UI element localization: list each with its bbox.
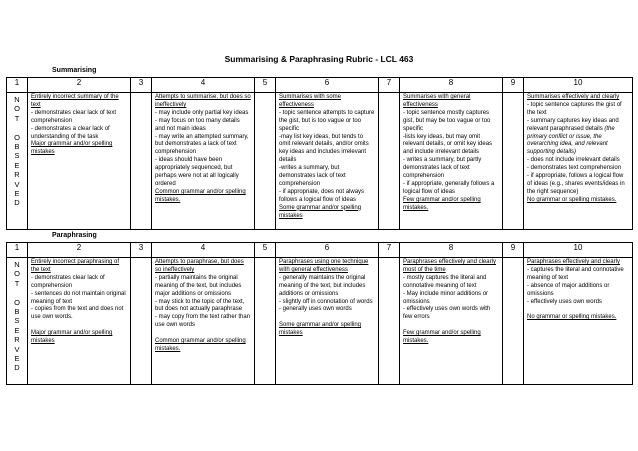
descriptor-line: - demonstrates clear lack of text comprehension bbox=[31, 109, 117, 124]
score-cell: 5 bbox=[255, 78, 276, 93]
descriptor-line: Some grammar and/or spelling mistakes bbox=[279, 204, 362, 219]
not-observed-letter: N bbox=[14, 95, 20, 104]
descriptor-line: - effectively uses own words bbox=[527, 298, 602, 305]
descriptor-level-6 bbox=[276, 258, 379, 385]
descriptor-line: Common grammar and/or spelling mistakes. bbox=[155, 188, 246, 203]
descriptor-level-4 bbox=[152, 258, 255, 385]
not-observed-letter: O bbox=[14, 297, 20, 307]
not-observed-letter: S bbox=[14, 316, 20, 326]
descriptor-line: - may focus on too many details and not main ideas bbox=[155, 117, 240, 132]
not-observed-letter: E bbox=[14, 354, 20, 364]
descriptor-line: No grammar or spelling mistakes. bbox=[527, 314, 617, 321]
not-observed-letter: V bbox=[14, 344, 20, 354]
not-observed-letter: V bbox=[14, 179, 20, 189]
descriptor-line: - mostly captures the literal and connotative meaning of text bbox=[403, 274, 487, 289]
descriptor-line: - if appropriate, generally follows a logical flow of ideas bbox=[403, 180, 495, 195]
page-title: Summarising & Paraphrasing Rubric - LCL 463 bbox=[224, 54, 414, 64]
descriptor-line: Entirely incorrect paraphrasing of the text bbox=[31, 259, 120, 273]
score-cell: 4 bbox=[152, 78, 255, 93]
descriptor-text: - summary captures key ideas and relevant paraphrased details bbox=[527, 117, 619, 132]
not-observed-letter: E bbox=[14, 189, 20, 199]
descriptor-level-8 bbox=[400, 258, 503, 385]
descriptor-level-4 bbox=[152, 93, 255, 230]
score-cell: 8 bbox=[400, 243, 503, 258]
score-cell: 7 bbox=[379, 243, 400, 258]
descriptor-line: - demonstrates text comprehension bbox=[527, 165, 622, 172]
descriptor-level-6 bbox=[276, 93, 379, 230]
descriptor-row bbox=[7, 93, 633, 230]
descriptor-line: Summarises with some effectiveness bbox=[279, 94, 342, 108]
not-observed-letter: O bbox=[14, 132, 20, 142]
score-cell: 10 bbox=[524, 243, 633, 258]
not-observed-letter: N bbox=[14, 260, 20, 269]
not-observed-letter bbox=[7, 288, 27, 297]
descriptor-line: Paraphrases effectively and clearly most of the time bbox=[403, 259, 496, 273]
score-cell: 3 bbox=[131, 243, 152, 258]
descriptor-line: Paraphrases effectively and clearly bbox=[527, 259, 620, 265]
descriptor-line: - captures the literal and connotative meaning of text bbox=[527, 266, 624, 281]
descriptor-line: Attempts to paraphrase, but does so ineffectively bbox=[155, 259, 244, 273]
descriptor-line: Major grammar and/or spelling mistakes bbox=[31, 141, 113, 156]
score-cell: 9 bbox=[503, 243, 524, 258]
descriptor-line: Few grammar and/or spelling mistakes. bbox=[403, 330, 481, 345]
descriptor-line: - ideas should have been appropriately sequenced, but perhaps were not at all logically ordered bbox=[155, 157, 239, 187]
descriptor-line: -lists key ideas, but may omit relevant details, or omit key ideas and include irrelevant details bbox=[403, 133, 493, 156]
score-cell: 1 bbox=[7, 78, 28, 93]
descriptor-line: Entirely incorrect summary of the text bbox=[31, 94, 119, 108]
blank-score-cell bbox=[503, 93, 524, 230]
blank-score-cell bbox=[379, 258, 400, 385]
blank-score-cell bbox=[255, 93, 276, 230]
not-observed-letter: T bbox=[14, 113, 20, 123]
not-observed-letter: B bbox=[14, 307, 20, 317]
descriptor-line: - effectively uses own words with few errors bbox=[403, 306, 491, 321]
descriptor-line bbox=[403, 322, 499, 330]
descriptor-line: - may write an attempted summary, but demonstrates a lack of text comprehension bbox=[155, 133, 249, 156]
not-observed-letter: R bbox=[14, 170, 20, 180]
not-observed-cell bbox=[7, 258, 28, 385]
descriptor-line: Few grammar and/or spelling mistakes. bbox=[403, 196, 481, 211]
descriptor-level-2 bbox=[28, 258, 131, 385]
blank-score-cell bbox=[379, 93, 400, 230]
descriptor-line bbox=[155, 330, 251, 338]
descriptor-line: - sentences do not maintain original meaning of text bbox=[31, 290, 126, 305]
descriptor-level-8 bbox=[400, 93, 503, 230]
not-observed-letter: B bbox=[14, 142, 20, 152]
descriptor-line: - may include only partial key ideas bbox=[155, 109, 249, 116]
descriptor-line: - may copy from the text rather than use own words bbox=[155, 314, 251, 329]
descriptor-line bbox=[279, 314, 375, 322]
blank-score-cell bbox=[131, 258, 152, 385]
descriptor-line: - partially maintains the original meaning of the text, but includes major additions or omissions bbox=[155, 274, 242, 297]
descriptor-line: Paraphrases using one technique with general effectiveness bbox=[279, 259, 369, 273]
not-observed-letter: E bbox=[14, 325, 20, 335]
descriptor-line: Major grammar and/or spelling mistakes bbox=[31, 330, 113, 345]
blank-score-cell bbox=[131, 93, 152, 230]
descriptor-line: - demonstrates clear lack of comprehension bbox=[31, 274, 105, 289]
descriptor-level-10 bbox=[524, 258, 633, 385]
descriptor-line: - does not include irrelevant details bbox=[527, 157, 620, 164]
descriptor-line: - may stick to the topic of the text, but does not actually paraphrase bbox=[155, 298, 245, 313]
rubric-table-summarising bbox=[6, 77, 633, 230]
score-cell: 10 bbox=[524, 78, 633, 93]
not-observed-letter: R bbox=[14, 335, 20, 345]
score-cell: 6 bbox=[276, 243, 379, 258]
descriptor-line: - if appropriate, follows a logical flow of ideas (e.g., shares events/ideas in the right sequence) bbox=[527, 173, 625, 195]
descriptor-line: Attempts to summarise, but does so ineffectively bbox=[155, 94, 251, 108]
descriptor-line: -may list key ideas, but tends to omit relevant details, and/or omits key ideas and includes irrelevant details bbox=[279, 133, 369, 164]
not-observed-letter bbox=[7, 123, 27, 132]
descriptor-line: Summarises with general effectiveness bbox=[403, 94, 471, 108]
descriptor-line: Common grammar and/or spelling mistakes. bbox=[155, 338, 246, 352]
not-observed-cell bbox=[7, 93, 28, 230]
descriptor-level-2 bbox=[28, 93, 131, 230]
descriptor-line bbox=[31, 322, 127, 330]
descriptor-line: - writes a summary, but partly demonstrates lack of text comprehension bbox=[403, 157, 482, 180]
descriptor-line: - topic sentence captures the gist of the text bbox=[527, 101, 622, 116]
not-observed-letter: T bbox=[14, 278, 20, 288]
descriptor-line: - May include minor additions or omissions bbox=[403, 290, 489, 305]
descriptor-line: - copies from the text and does not use own words. bbox=[31, 306, 124, 321]
descriptor-line: Some grammar and/or spelling mistakes bbox=[279, 322, 362, 337]
score-cell: 2 bbox=[28, 243, 131, 258]
descriptor-line: No grammar or spelling mistakes. bbox=[527, 196, 617, 203]
score-cell: 5 bbox=[255, 243, 276, 258]
score-cell: 2 bbox=[28, 78, 131, 93]
blank-score-cell bbox=[255, 258, 276, 385]
descriptor-line: - absence of major additions or omissions bbox=[527, 282, 610, 297]
score-cell: 7 bbox=[379, 78, 400, 93]
score-cell: 3 bbox=[131, 78, 152, 93]
score-header-row bbox=[7, 243, 633, 258]
not-observed-letter: S bbox=[14, 151, 20, 161]
not-observed-letter: E bbox=[14, 160, 20, 170]
score-cell: 4 bbox=[152, 243, 255, 258]
section-label-summarising: Summarising bbox=[52, 67, 97, 74]
score-cell: 6 bbox=[276, 78, 379, 93]
score-header-row bbox=[7, 78, 633, 93]
score-cell: 9 bbox=[503, 78, 524, 93]
descriptor-line: - topic sentence mostly captures gist, but may be too vague or too specific bbox=[403, 109, 491, 132]
descriptor-row bbox=[7, 258, 633, 385]
score-cell: 8 bbox=[400, 78, 503, 93]
descriptor-line: Summarises effectively and clearly bbox=[527, 94, 620, 100]
descriptor-line: - slightly off in connotation of words bbox=[279, 298, 373, 305]
descriptor-level-10 bbox=[524, 93, 633, 230]
not-observed-letter: O bbox=[14, 269, 20, 279]
descriptor-italic: (the primary conflict or issue, the overarching idea, and relevant supporting details) bbox=[527, 125, 615, 156]
descriptor-line: - topic sentence attempts to capture the gist, but is too vague or too specific bbox=[279, 109, 375, 132]
descriptor-line: - if appropriate, does not always follows a logical flow of ideas bbox=[279, 188, 365, 203]
descriptor-line: - generally uses own words bbox=[279, 306, 352, 313]
not-observed-letter: D bbox=[14, 198, 20, 208]
descriptor-line bbox=[527, 306, 629, 314]
descriptor-line: -writes a summary, but demonstrates lack of text comprehension bbox=[279, 165, 346, 187]
not-observed-letter: D bbox=[14, 363, 20, 373]
score-cell: 1 bbox=[7, 243, 28, 258]
descriptor-line bbox=[527, 118, 629, 158]
section-label-paraphrasing: Paraphrasing bbox=[52, 232, 97, 239]
rubric-table-paraphrasing bbox=[6, 242, 633, 385]
descriptor-line: - generally maintains the original meaning of the text, but includes additions or omissions bbox=[279, 274, 366, 297]
descriptor-line: - demonstrates a clear lack of understanding of the task bbox=[31, 125, 110, 140]
blank-score-cell bbox=[503, 258, 524, 385]
not-observed-letter: O bbox=[14, 104, 20, 114]
